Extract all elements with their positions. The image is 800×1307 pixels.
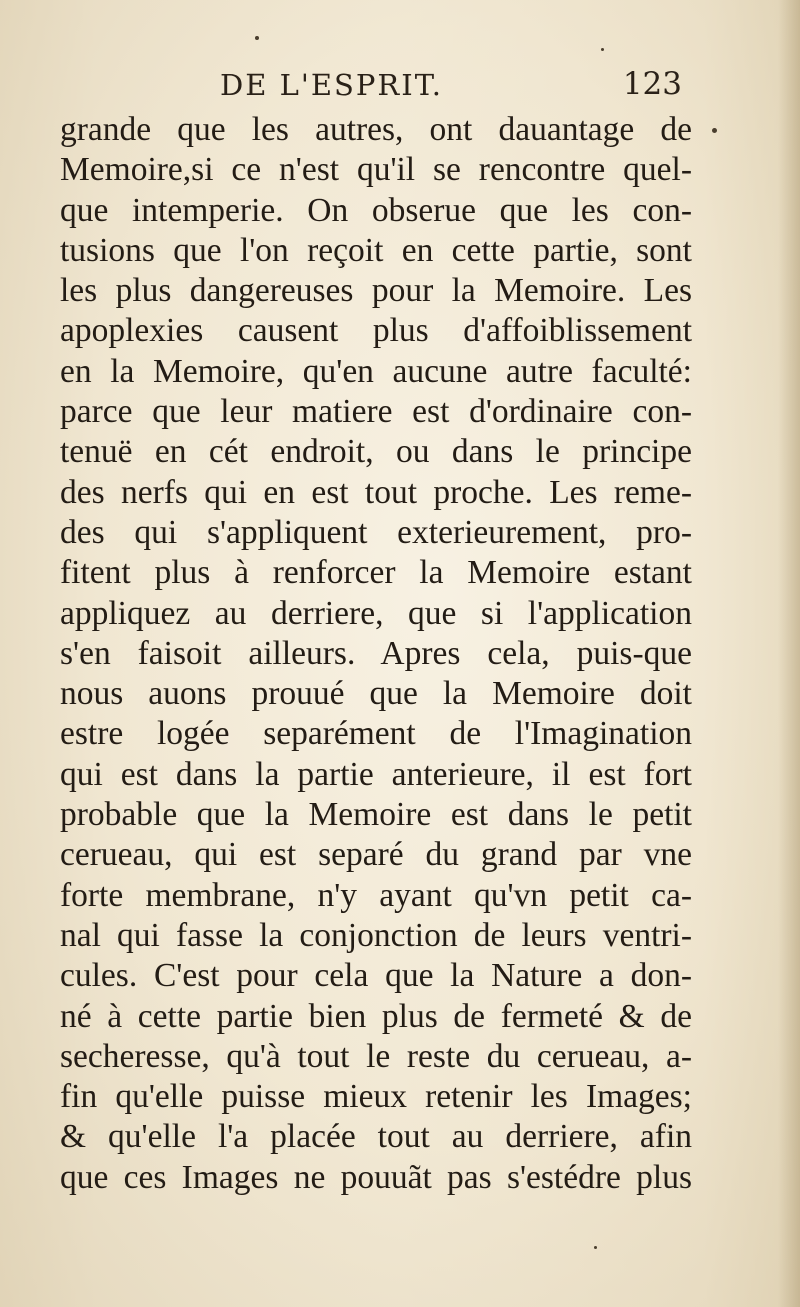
ink-speck (712, 128, 717, 133)
ink-speck (594, 1246, 597, 1249)
text-line: Memoire,si ce n'est qu'il se rencontre quel- (60, 151, 692, 189)
text-line: probable que la Memoire est dans le petit (60, 796, 692, 834)
text-line: tenuë en cét endroit, ou dans le principe (60, 433, 692, 471)
text-line: forte membrane, n'y ayant qu'vn petit ca- (60, 876, 692, 914)
text-line: estre logée separément de l'Imagination (60, 715, 692, 753)
body-text (60, 110, 692, 1198)
page-number: 123 (622, 66, 682, 102)
text-line: qui est dans la partie anterieure, il est fort (60, 755, 692, 793)
text-line: nous auons prouué que la Memoire doit (60, 675, 692, 713)
text-line: appliquez au derriere, que si l'application (60, 594, 692, 632)
ink-speck (601, 48, 604, 51)
text-line: les plus dangereuses pour la Memoire. Les (60, 272, 692, 310)
text-line: fin qu'elle puisse mieux retenir les Images; (60, 1078, 692, 1116)
text-line: & qu'elle l'a placée tout au derriere, afin (60, 1118, 692, 1156)
ink-speck (255, 36, 259, 40)
text-line: grande que les autres, ont dauantage de (60, 111, 692, 148)
text-line: en la Memoire, qu'en aucune autre faculté: (60, 352, 692, 390)
text-line: s'en faisoit ailleurs. Apres cela, puis-que (60, 634, 692, 672)
text-line: des qui s'appliquent exterieurement, pro- (60, 513, 692, 551)
text-line: cerueau, qui est separé du grand par vne (60, 836, 692, 874)
text-line: nal qui fasse la conjonction de leurs ventri- (60, 916, 692, 954)
running-title: DE L'ESPRIT. (220, 68, 444, 102)
text-line: secheresse, qu'à tout le reste du cerueau, a- (60, 1037, 692, 1075)
text-line: parce que leur matiere est d'ordinaire con- (60, 393, 692, 431)
text-line: des nerfs qui en est tout proche. Les reme- (60, 473, 692, 511)
text-line: que ces Images ne pouuãt pas s'estédre plus (60, 1158, 692, 1196)
text-line: né à cette partie bien plus de fermeté & de (60, 997, 692, 1035)
page-header (60, 62, 690, 108)
text-line: apoplexies causent plus d'affoiblissement (60, 312, 692, 350)
text-line: que intemperie. On obserue que les con- (60, 191, 692, 229)
text-line: tusions que l'on reçoit en cette partie, sont (60, 231, 692, 269)
text-line: cules. C'est pour cela que la Nature a don- (60, 957, 692, 995)
text-line: fitent plus à renforcer la Memoire estant (60, 554, 692, 592)
